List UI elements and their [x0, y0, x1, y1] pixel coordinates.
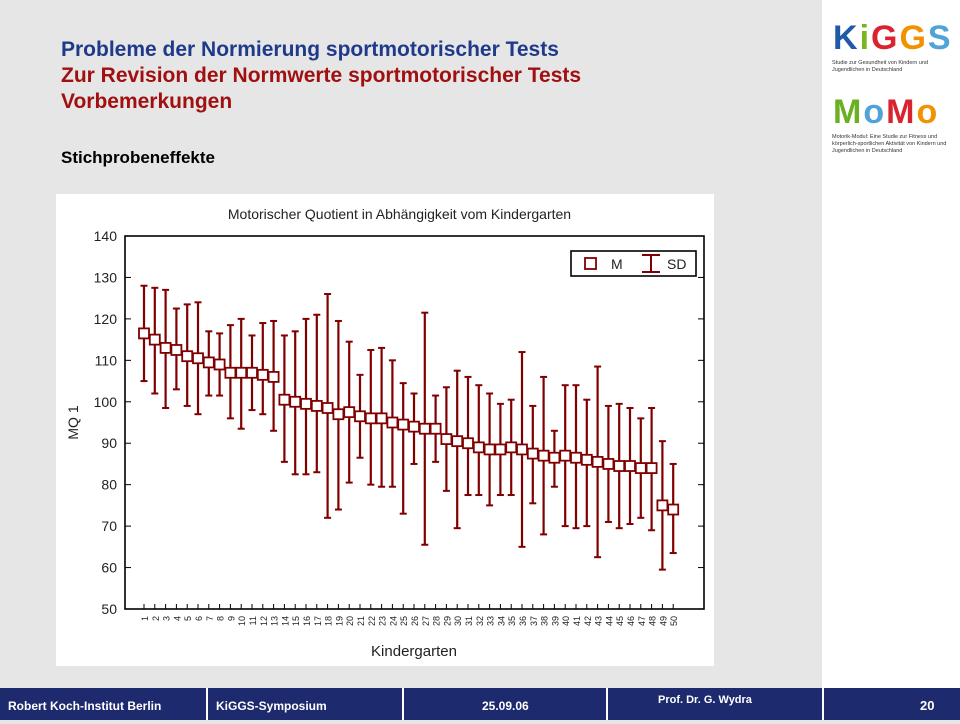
- footer-separator: [822, 688, 824, 720]
- mean-marker: [139, 328, 149, 338]
- x-tick-label: 5: [183, 616, 194, 622]
- y-tick-label: 120: [93, 310, 117, 327]
- momo-logo-letters: [832, 92, 954, 132]
- x-tick-label: 30: [453, 616, 464, 627]
- mean-marker: [204, 357, 214, 367]
- y-tick-label: 100: [93, 393, 117, 410]
- x-tick-label: 35: [507, 616, 518, 627]
- x-tick-label: 39: [550, 616, 561, 627]
- mean-marker: [420, 424, 430, 434]
- momo-logo-letter: o: [863, 93, 885, 131]
- kiggs-logo-caption: Studie zur Gesundheit von Kindern und Jugendlichen in Deutschland: [832, 60, 929, 73]
- mean-marker: [193, 353, 203, 363]
- x-tick-label: 42: [582, 616, 593, 627]
- mean-marker: [377, 413, 387, 423]
- x-tick-label: 14: [280, 616, 291, 627]
- kiggs-logo: [832, 18, 954, 74]
- y-axis-label: MQ 1: [65, 405, 81, 440]
- x-tick-label: 1: [140, 616, 150, 622]
- mean-marker: [333, 409, 343, 419]
- chart: [56, 194, 714, 666]
- x-tick-label: 11: [248, 616, 258, 626]
- mean-marker: [236, 368, 246, 378]
- kiggs-logo-letter: S: [927, 19, 951, 57]
- legend-sd-label: SD: [667, 256, 687, 272]
- kiggs-logo-letter: G: [871, 19, 898, 57]
- y-tick-label: 90: [101, 435, 117, 452]
- x-tick-label: 24: [388, 616, 399, 627]
- footer-institute: Robert Koch-Institut Berlin: [8, 699, 162, 713]
- x-tick-label: 37: [528, 616, 539, 627]
- x-tick-label: 19: [334, 616, 345, 627]
- mean-marker: [539, 451, 549, 461]
- y-tick-label: 60: [101, 559, 117, 576]
- kiggs-logo-letter: i: [859, 19, 870, 57]
- x-tick-label: 18: [323, 616, 334, 627]
- x-tick-label: 10: [237, 616, 248, 627]
- mean-marker: [647, 463, 657, 473]
- y-tick-label: 130: [93, 269, 117, 286]
- x-tick-label: 3: [161, 616, 172, 622]
- x-tick-label: 8: [215, 616, 226, 622]
- footer-author: Prof. Dr. G. Wydra: [658, 694, 752, 706]
- x-tick-label: 26: [410, 616, 420, 627]
- x-tick-label: 4: [172, 616, 183, 622]
- x-tick-label: 13: [269, 616, 280, 627]
- mean-marker: [495, 444, 505, 454]
- title-line-1: Probleme der Normierung sportmotorischer Tests: [61, 38, 559, 61]
- x-tick-label: 9: [226, 616, 237, 622]
- x-tick-label: 41: [572, 616, 582, 627]
- mean-marker: [528, 449, 538, 459]
- mean-marker: [323, 403, 333, 413]
- x-tick-label: 36: [518, 616, 528, 627]
- x-tick-label: 12: [258, 616, 269, 627]
- x-tick-label: 43: [593, 616, 604, 627]
- y-tick-label: 70: [101, 518, 117, 535]
- x-tick-label: 49: [658, 616, 669, 627]
- x-tick-label: 45: [615, 616, 626, 627]
- x-axis-label: Kindergarten: [371, 643, 457, 660]
- footer-separator: [206, 688, 208, 720]
- mean-marker: [258, 370, 268, 380]
- mean-marker: [614, 461, 624, 471]
- mean-marker: [431, 424, 441, 434]
- x-tick-label: 22: [366, 616, 377, 627]
- x-tick-label: 29: [442, 616, 453, 627]
- mean-marker: [290, 397, 300, 407]
- y-tick-label: 140: [93, 228, 117, 244]
- mean-marker: [171, 345, 181, 355]
- mean-marker: [625, 461, 635, 471]
- x-tick-label: 28: [431, 616, 442, 627]
- mean-marker: [225, 368, 235, 378]
- mean-marker: [603, 459, 613, 469]
- momo-logo-caption: Motorik-Modul: Eine Studie zur Fitness und körperlich-sportlichen Aktivität von Kindern und Jugendlichen in Deutschland: [832, 134, 947, 154]
- mean-marker: [517, 444, 527, 454]
- y-tick-label: 80: [101, 476, 117, 493]
- mean-marker: [593, 457, 603, 467]
- mean-marker: [161, 343, 171, 353]
- mean-marker: [269, 372, 279, 382]
- x-tick-label: 6: [194, 616, 204, 622]
- x-tick-label: 47: [636, 616, 647, 627]
- mean-marker: [344, 407, 354, 417]
- x-tick-label: 38: [539, 616, 550, 627]
- mean-marker: [452, 436, 462, 446]
- mean-marker: [215, 359, 225, 369]
- momo-logo: [832, 92, 954, 155]
- footer-bar: [0, 688, 960, 720]
- mean-marker: [301, 399, 311, 409]
- mean-marker: [398, 420, 408, 430]
- mean-marker: [657, 500, 667, 510]
- x-tick-label: 16: [302, 616, 312, 627]
- x-tick-label: 20: [345, 616, 356, 627]
- kiggs-logo-letters: [832, 18, 954, 58]
- x-tick-label: 33: [485, 616, 496, 627]
- mean-marker: [279, 395, 289, 405]
- kiggs-logo-letter: K: [833, 19, 858, 57]
- x-tick-label: 44: [604, 616, 615, 627]
- x-tick-label: 15: [291, 616, 302, 627]
- momo-logo-letter: o: [916, 93, 938, 131]
- y-tick-label: 110: [94, 352, 117, 369]
- mean-marker: [668, 505, 678, 515]
- x-tick-label: 7: [204, 616, 215, 622]
- chart-container: [56, 194, 714, 666]
- momo-logo-letter: M: [886, 93, 915, 131]
- x-tick-label: 34: [496, 616, 507, 627]
- x-tick-label: 31: [464, 616, 474, 627]
- x-tick-label: 48: [647, 616, 658, 627]
- x-tick-label: 32: [474, 616, 485, 627]
- x-tick-label: 17: [312, 616, 323, 627]
- title-line-2: Zur Revision der Normwerte sportmotorischer Tests: [61, 64, 582, 87]
- footer-page-number: 20: [920, 698, 935, 713]
- footer-event: KiGGS-Symposium: [216, 699, 327, 713]
- footer-date: 25.09.06: [482, 699, 529, 713]
- mean-marker: [485, 444, 495, 454]
- momo-logo-letter: M: [833, 93, 862, 131]
- mean-marker: [312, 401, 322, 411]
- x-tick-label: 40: [561, 616, 572, 627]
- mean-marker: [506, 442, 516, 452]
- chart-title: Motorischer Quotient in Abhängigkeit vom Kindergarten: [227, 206, 572, 222]
- footer-separator: [402, 688, 404, 720]
- mean-marker: [474, 442, 484, 452]
- mean-marker: [150, 335, 160, 345]
- title-line-3: Vorbemerkungen: [61, 90, 233, 113]
- legend-mean-label: M: [611, 256, 623, 272]
- footer-separator: [606, 688, 608, 720]
- kiggs-logo-letter: G: [899, 19, 926, 57]
- mean-marker: [387, 418, 397, 428]
- mean-marker: [355, 411, 365, 421]
- x-tick-label: 46: [626, 616, 636, 627]
- x-tick-label: 27: [420, 616, 431, 627]
- mean-marker: [409, 422, 419, 432]
- mean-marker: [549, 453, 559, 463]
- y-tick-label: 50: [101, 601, 117, 617]
- mean-marker: [571, 453, 581, 463]
- legend-mean-marker: [585, 258, 596, 269]
- mean-marker: [463, 438, 473, 448]
- mean-marker: [636, 463, 646, 473]
- subtitle: Stichprobeneffekte: [61, 148, 215, 167]
- x-tick-label: 25: [399, 616, 410, 627]
- x-tick-label: 50: [669, 616, 680, 627]
- mean-marker: [441, 434, 451, 444]
- mean-marker: [560, 451, 570, 461]
- x-tick-label: 21: [356, 616, 366, 627]
- mean-marker: [366, 413, 376, 423]
- mean-marker: [182, 351, 192, 361]
- mean-marker: [247, 368, 257, 378]
- x-tick-label: 23: [377, 616, 388, 627]
- mean-marker: [582, 455, 592, 465]
- x-tick-label: 2: [150, 616, 161, 622]
